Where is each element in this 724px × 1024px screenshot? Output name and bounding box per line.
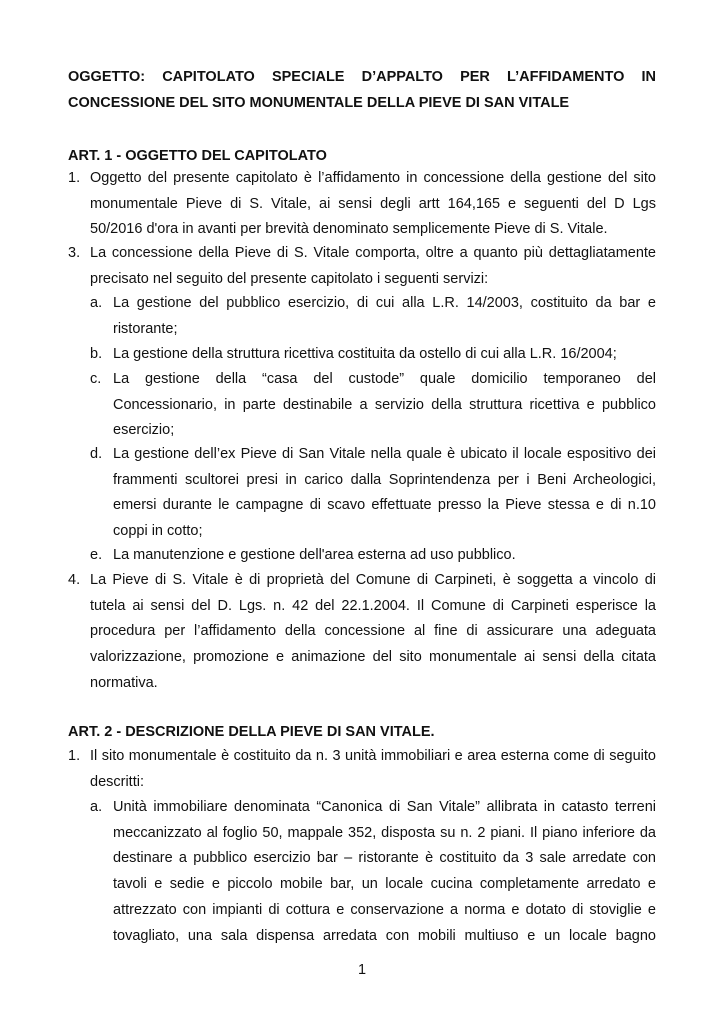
subitem-letter: b. bbox=[90, 346, 103, 362]
article-2-subitem-a bbox=[90, 795, 656, 949]
article-1-item-1 bbox=[68, 166, 656, 243]
article-1-subitem-b bbox=[90, 342, 656, 368]
item-number: 4. bbox=[68, 572, 81, 588]
article-1-item-4 bbox=[68, 568, 656, 697]
article-1-item-3 bbox=[68, 241, 656, 292]
article-1-subitem-a bbox=[90, 291, 656, 342]
document-title-line-1: OGGETTO: CAPITOLATO SPECIALE D’APPALTO PER L’AFFIDAMENTO IN bbox=[68, 69, 656, 85]
document-title-line-2: CONCESSIONE DEL SITO MONUMENTALE DELLA PIEVE DI SAN VITALE bbox=[68, 95, 570, 111]
article-2-heading: ART. 2 - DESCRIZIONE DELLA PIEVE DI SAN VITALE. bbox=[68, 724, 435, 740]
subitem-text: La gestione della “casa del custode” quale domicilio temporaneo del Concessionario, in parte destinabile a servizio della struttura ricettiva e pubblico esercizio; bbox=[113, 371, 656, 439]
article-1-subitem-d bbox=[90, 442, 656, 545]
item-text: La Pieve di S. Vitale è di proprietà del Comune di Carpineti, è soggetta a vincolo di tutela ai sensi del D. Lgs. n. 42 del 22.1.2004. Il Comune di Carpineti esperisce la procedura per l’affidamento della concessione al fine di assicurare una adeguata valorizzazione, promozione e animazione del sito monumentale ai sensi della citata normativa. bbox=[90, 572, 656, 691]
item-text: Il sito monumentale è costituito da n. 3 unità immobiliari e area esterna come di seguito descritti: bbox=[90, 748, 656, 790]
subitem-text: La manutenzione e gestione dell'area esterna ad uso pubblico. bbox=[113, 547, 516, 563]
article-1-subitem-e bbox=[90, 543, 656, 569]
subitem-text: La gestione dell’ex Pieve di San Vitale nella quale è ubicato il locale espositivo dei frammenti scultorei presi in carico dalla Soprintendenza per i Beni Archeologici, emersi durante le campagne di scavo effettuate presso la Pieve stessa e di n.10 coppi in cotto; bbox=[113, 446, 656, 540]
subitem-text: La gestione del pubblico esercizio, di cui alla L.R. 14/2003, costituito da bar e ristorante; bbox=[113, 295, 656, 337]
article-1-heading: ART. 1 - OGGETTO DEL CAPITOLATO bbox=[68, 148, 327, 164]
item-number: 1. bbox=[68, 170, 81, 186]
item-text: Oggetto del presente capitolato è l’affidamento in concessione della gestione del sito monumentale Pieve di S. Vitale, ai sensi degli artt 164,165 e seguenti del D Lgs 50/2016 d'ora in avanti per brevità denominato semplicemente Pieve di S. Vitale. bbox=[90, 170, 656, 238]
article-2-item-1 bbox=[68, 744, 656, 795]
subitem-text: Unità immobiliare denominata “Canonica di San Vitale” allibrata in catasto terreni meccanizzato al foglio 50, mappale 352, disposta su n. 2 piani. Il piano inferiore da destinare a pubblico esercizio bar – ristorante è costituito da 3 sale arredate con tavoli e sedie e piccolo mobile bar, un locale cucina completamente arredato e attrezzato con impianti di cottura e conservazione a norma e dotato di stoviglie e tovagliato, una sala dispensa arredata con mobili multiuso e un locale bagno bbox=[113, 799, 656, 944]
subitem-text: La gestione della struttura ricettiva costituita da ostello di cui alla L.R. 16/2004; bbox=[113, 346, 617, 362]
subitem-letter: d. bbox=[90, 446, 103, 462]
item-number: 3. bbox=[68, 245, 81, 261]
item-number: 1. bbox=[68, 748, 81, 764]
subitem-letter: c. bbox=[90, 371, 102, 387]
item-text: La concessione della Pieve di S. Vitale comporta, oltre a quanto più dettagliatamente precisato nel seguito del presente capitolato i seguenti servizi: bbox=[90, 245, 656, 287]
subitem-letter: a. bbox=[90, 295, 103, 311]
article-1-subitem-c bbox=[90, 367, 656, 444]
page-number: 1 bbox=[357, 962, 367, 978]
subitem-letter: a. bbox=[90, 799, 103, 815]
subitem-letter: e. bbox=[90, 547, 103, 563]
